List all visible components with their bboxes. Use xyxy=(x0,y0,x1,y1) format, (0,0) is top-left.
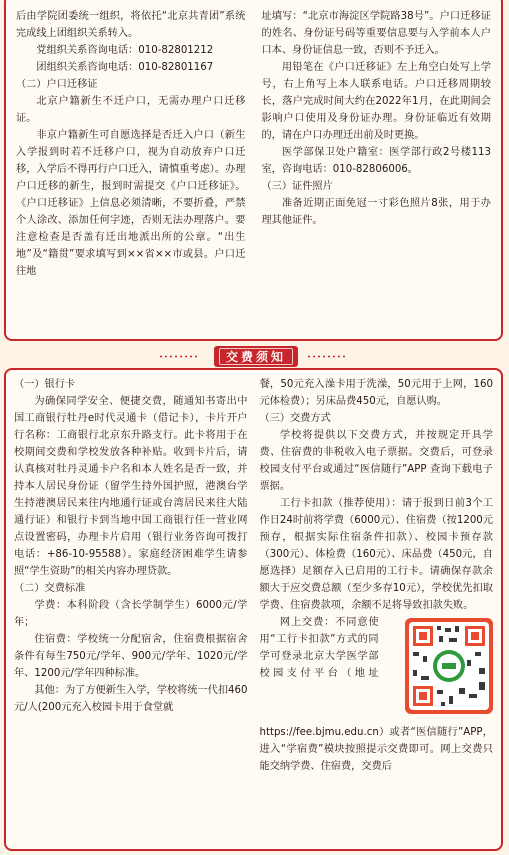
top-content-frame xyxy=(4,0,503,341)
top-right-paragraph: 址填写：“北京市海淀区学院路38号”。户口迁移证的姓名、身份证号码等重要信息要与入学前本人户口本、身份证信息一致，否则不予迁入。 xyxy=(261,11,491,56)
bottom-right-column xyxy=(254,370,502,849)
bottom-left-paragraph: 学费：本科阶段（含长学制学生）6000元/学年； xyxy=(14,600,248,628)
top-right-paragraph: （三）证件照片 xyxy=(261,181,333,192)
qr-code-icon xyxy=(405,618,493,714)
top-left-paragraph: 党组织关系咨询电话：010-82801212 xyxy=(36,45,214,56)
bottom-left-paragraph: （二）交费标准 xyxy=(14,583,86,594)
top-right-column xyxy=(254,0,502,339)
bottom-right-paragraph: 学校将提供以下交费方式，并按规定开具学费、住宿费的非税收入电子票据。交费后，可登录校园支付平台或通过“医信随行”APP 查询下载电子票据。 xyxy=(259,430,493,492)
bottom-right-paragraph: （三）交费方式 xyxy=(259,413,331,424)
top-left-paragraph: 团组织关系咨询电话：010-82801167 xyxy=(36,62,214,73)
online-payment-text: 网上交费：不同意使用“工行卡扣款”方式的同学可登录北京大学医学部校园支付平台（地址https://fee.bjmu.edu.cn）或者“医信随行”APP，进入“学宿费”模块按照提示交费即可。网上交费只能交纳学费、住宿费，交费后 xyxy=(259,617,493,772)
banner-right-ornament xyxy=(308,355,348,358)
qr-code xyxy=(385,618,493,720)
top-left-paragraph: 非京户籍新生可自愿选择是否迁入户口（新生入学报到时若不迁移户口，视为自动放弃户口迁移，入学后不得再行户口迁入，请慎重考虑）。办理户口迁移的新生，报到时需提交《户口迁移证》。《户口迁移证》上信息必须清晰，不要折叠，严禁个人涂改、添加任何字迹，否则无法办理落户。要注意检查是否盖有迁出地派出所的公章。“出生地”及“籍贯”要求填写到××省××市或县。户口迁往地 xyxy=(16,130,246,277)
top-left-column xyxy=(6,0,254,339)
banner-left-ornament xyxy=(160,355,200,358)
bottom-left-column xyxy=(6,370,254,849)
bottom-left-paragraph: 住宿费：学校统一分配宿舍，住宿费根据宿舍条件有每生750元/学年、900元/学年、1020元/学年、1200元/学年四种标准。 xyxy=(14,634,248,679)
top-left-paragraph: 后由学院团委统一组织，将依托“北京共青团”系统完成线上团组织关系转入。 xyxy=(16,11,246,39)
section-banner-title: 交费须知 xyxy=(225,350,286,364)
top-left-paragraph: 北京户籍新生不迁户口，无需办理户口迁移证。 xyxy=(16,96,246,124)
bottom-left-paragraph: 为确保同学安全、便捷交费，随通知书寄出中国工商银行牡丹e时代灵通卡（借记卡），卡片开户行名称：工商银行北京东升路支行。此卡将用于在校期间交费和学校发放各种补贴。收到卡片后，请认真核对牡丹灵通卡户名和本人姓名是否一致，并持本人居民身份证（留学生持外国护照，港澳台学生持港澳居民来往内地通行证或台湾居民来往大陆通行证）和银行卡到当地中国工商银行任一营业网点设置密码，办理卡片启用（银行业务咨询可拨打电话：+86-10-95588）。家庭经济困难学生请参照“学生资助”的相关内容办理贷款。 xyxy=(14,396,248,577)
top-left-paragraph: （二）户口迁移证 xyxy=(16,79,98,90)
bottom-right-paragraph: 工行卡扣款（推荐使用）：请于报到日前3个工作日24时前将学费（6000元）、住宿费（按1200元预存，根据实际住宿条件扣款）、校园卡预存款（300元）、体检费（160元）、床品费（450元，自愿选择）足额存入已启用的工行卡。请确保存款余额大于应交费总额（至少多存10元），学校优先扣取学费、住宿费款项，余额不足将导致扣款失败。 xyxy=(259,498,493,611)
section-banner xyxy=(214,346,298,367)
top-right-paragraph: 准备近期正面免冠一寸彩色照片8张，用于办理其他证件。 xyxy=(261,198,491,226)
top-right-paragraph: 用铅笔在《户口迁移证》左上角空白处写上学号，右上角写上本人联系电话。户口迁移周期较长，落户完成时间大约在2022年1月，在此期间会影响户口使用及身份证办理。身份证临近有效期的，请在户口办理迁出前及时更换。 xyxy=(261,62,491,141)
top-right-paragraph: 医学部保卫处户籍室：医学部行政2号楼113室，咨询电话：010-82806006。 xyxy=(261,147,491,175)
bottom-left-paragraph: 其他：为了方便新生入学，学校将统一代扣460元/人(200元充入校园卡用于食堂就 xyxy=(14,685,248,713)
bottom-left-paragraph: （一）银行卡 xyxy=(14,379,76,390)
bottom-right-paragraph: 餐，50元充入澡卡用于洗澡，50元用于上网，160元体检费）；另床品费450元，自愿认购。 xyxy=(259,379,493,407)
bottom-content-frame xyxy=(4,368,503,851)
